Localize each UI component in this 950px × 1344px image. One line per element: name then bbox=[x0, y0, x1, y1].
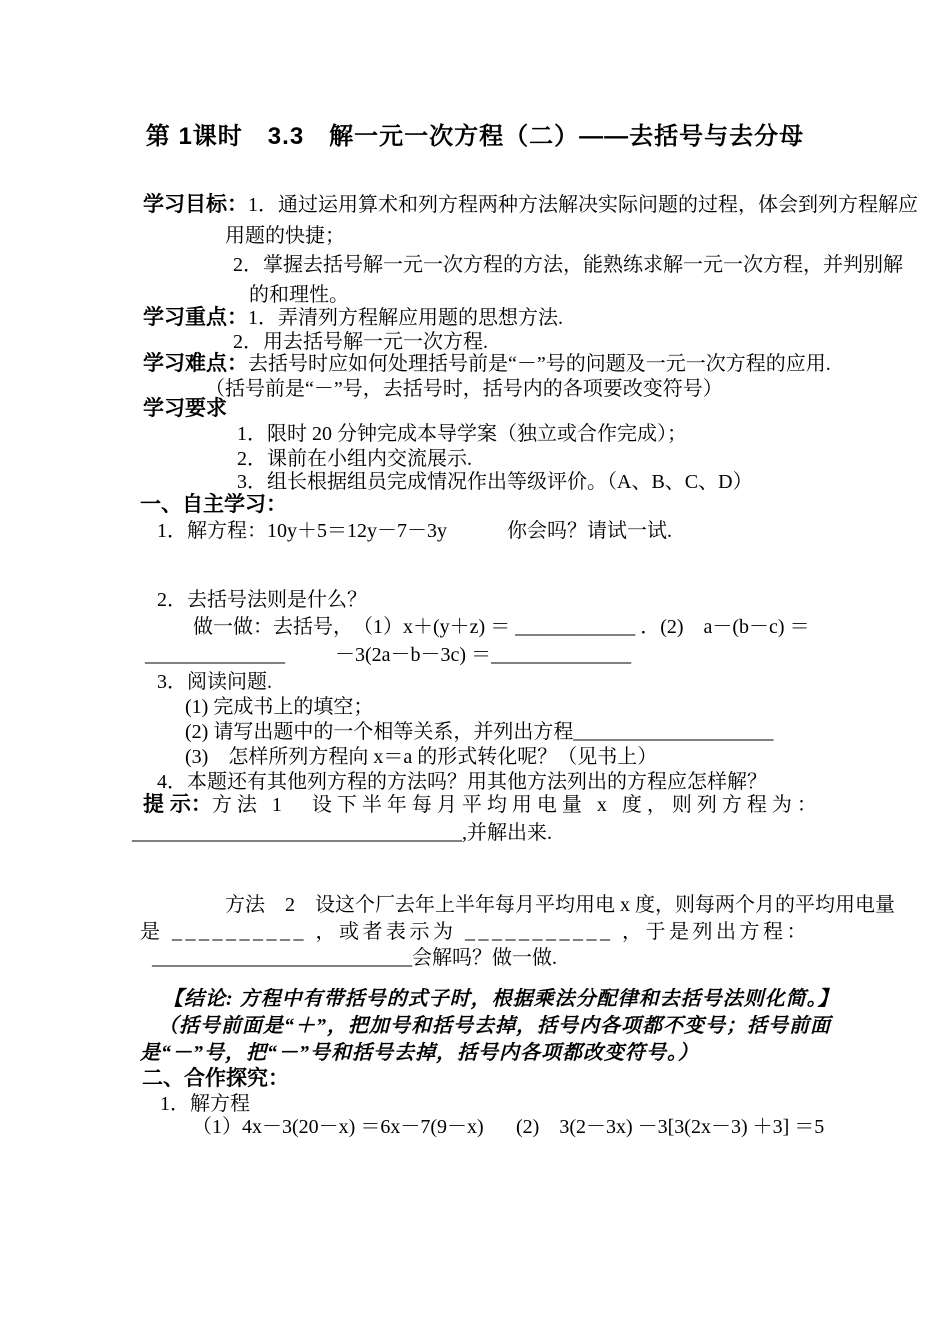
self-study-q2-practice: 做一做：去括号， （1）x＋(y＋z) ＝ ____________ ．(2) a－(b－c) ＝ bbox=[193, 616, 810, 638]
focus-line-2: 2．用去括号解一元一次方程. bbox=[233, 331, 488, 353]
difficulty-line-2: （括号前是“－”号，去括号时，括号内的各项要改变符号） bbox=[205, 378, 723, 400]
section-heading-cooperation: 二、合作探究： bbox=[142, 1067, 289, 1090]
requirements-item-3: 3．组长根据组员完成情况作出等级评价。（A、B、C、D） bbox=[237, 471, 753, 493]
section-heading-self-study: 一、自主学习： bbox=[140, 493, 287, 516]
self-study-q2: 2．去括号法则是什么？ bbox=[157, 589, 367, 611]
difficulty-text-1: 去括号时应如何处理括号前是“－”号的问题及一元一次方程的应用. bbox=[248, 353, 831, 375]
goals-line-1 bbox=[143, 192, 918, 218]
requirements-label: 学习要求 bbox=[143, 397, 227, 420]
hint-line bbox=[143, 792, 822, 818]
focus-text-1: 1．弄清列方程解应用题的思想方法. bbox=[248, 307, 563, 329]
cooperation-item-1: 1．解方程 bbox=[160, 1093, 250, 1115]
conclusion-line-3: 是“－”号，把“－”号和括号去掉，括号内各项都改变符号。） bbox=[140, 1042, 699, 1064]
self-study-q1: 1．解方程：10y＋5＝12y－7－3y 你会吗？请试一试. bbox=[157, 520, 672, 542]
goals-label: 学习目标： bbox=[143, 193, 248, 216]
requirements-item-1: 1．限时 20 分钟完成本导学案（独立或合作完成）； bbox=[237, 423, 687, 445]
page-title: 第 1课时 3.3 解一元一次方程（二）——去括号与去分母 bbox=[145, 123, 805, 150]
difficulty-line-1 bbox=[143, 351, 831, 377]
goals-line-3: 2．掌握去括号解一元一次方程的方法，能熟练求解一元一次方程，并判别解 bbox=[233, 254, 903, 276]
self-study-q4: 4．本题还有其他列方程的方法吗？用其他方法列出的方程应怎样解？ bbox=[157, 771, 767, 793]
hint-method2-line-2: 是 __________ ，或者表示为 ___________ ，于是列出方程： bbox=[140, 921, 810, 943]
self-study-q3-sub-3: (3) 怎样所列方程向 x＝a 的形式转化呢？（见书上） bbox=[185, 746, 658, 768]
cooperation-equation-1: （1）4x－3(20－x) ＝6x－7(9－x) bbox=[192, 1116, 484, 1138]
goals-line-4: 的和理性。 bbox=[249, 284, 349, 306]
conclusion-line-2: （括号前面是“＋”，把加号和括号去掉，括号内各项都不变号；括号前面 bbox=[158, 1015, 831, 1037]
conclusion-line-1: 【结论: 方程中有带括号的式子时，根据乘法分配律和去括号法则化简。】 bbox=[163, 988, 839, 1010]
hint-method2-line-1: 方法 2 设这个厂去年上半年每月平均用电 x 度，则每两个月的平均用电量 bbox=[225, 894, 895, 916]
goals-line-2: 用题的快捷； bbox=[225, 225, 345, 247]
hint-label: 提 示： bbox=[143, 793, 212, 816]
focus-label: 学习重点： bbox=[143, 306, 248, 329]
self-study-q3-sub-2: (2) 请写出题中的一个相等关系，并列出方程____________________ bbox=[185, 721, 774, 743]
hint-method1: 方法 1 设下半年每月平均用电量 x 度，则列方程为： bbox=[211, 794, 822, 816]
goals-text-1: 1．通过运用算术和列方程两种方法解决实际问题的过程，体会到列方程解应 bbox=[248, 194, 918, 216]
hint-method1-blank: _________________________________,并解出来. bbox=[132, 822, 552, 844]
requirements-item-2: 2．课前在小组内交流展示. bbox=[237, 448, 472, 470]
self-study-q2-blank: ______________ bbox=[145, 644, 285, 666]
hint-method2-line-3: __________________________会解吗？做一做. bbox=[152, 947, 557, 969]
self-study-q2-continued: －3(2a－b－3c) ＝______________ bbox=[335, 644, 632, 666]
difficulty-label: 学习难点： bbox=[143, 352, 248, 375]
focus-line-1 bbox=[143, 305, 563, 331]
self-study-q3-sub-1: (1) 完成书上的填空； bbox=[185, 696, 374, 718]
self-study-q3: 3．阅读问题. bbox=[157, 671, 272, 693]
cooperation-equation-2: (2) 3(2－3x) －3[3(2x－3) ＋3] ＝5 bbox=[516, 1116, 825, 1138]
